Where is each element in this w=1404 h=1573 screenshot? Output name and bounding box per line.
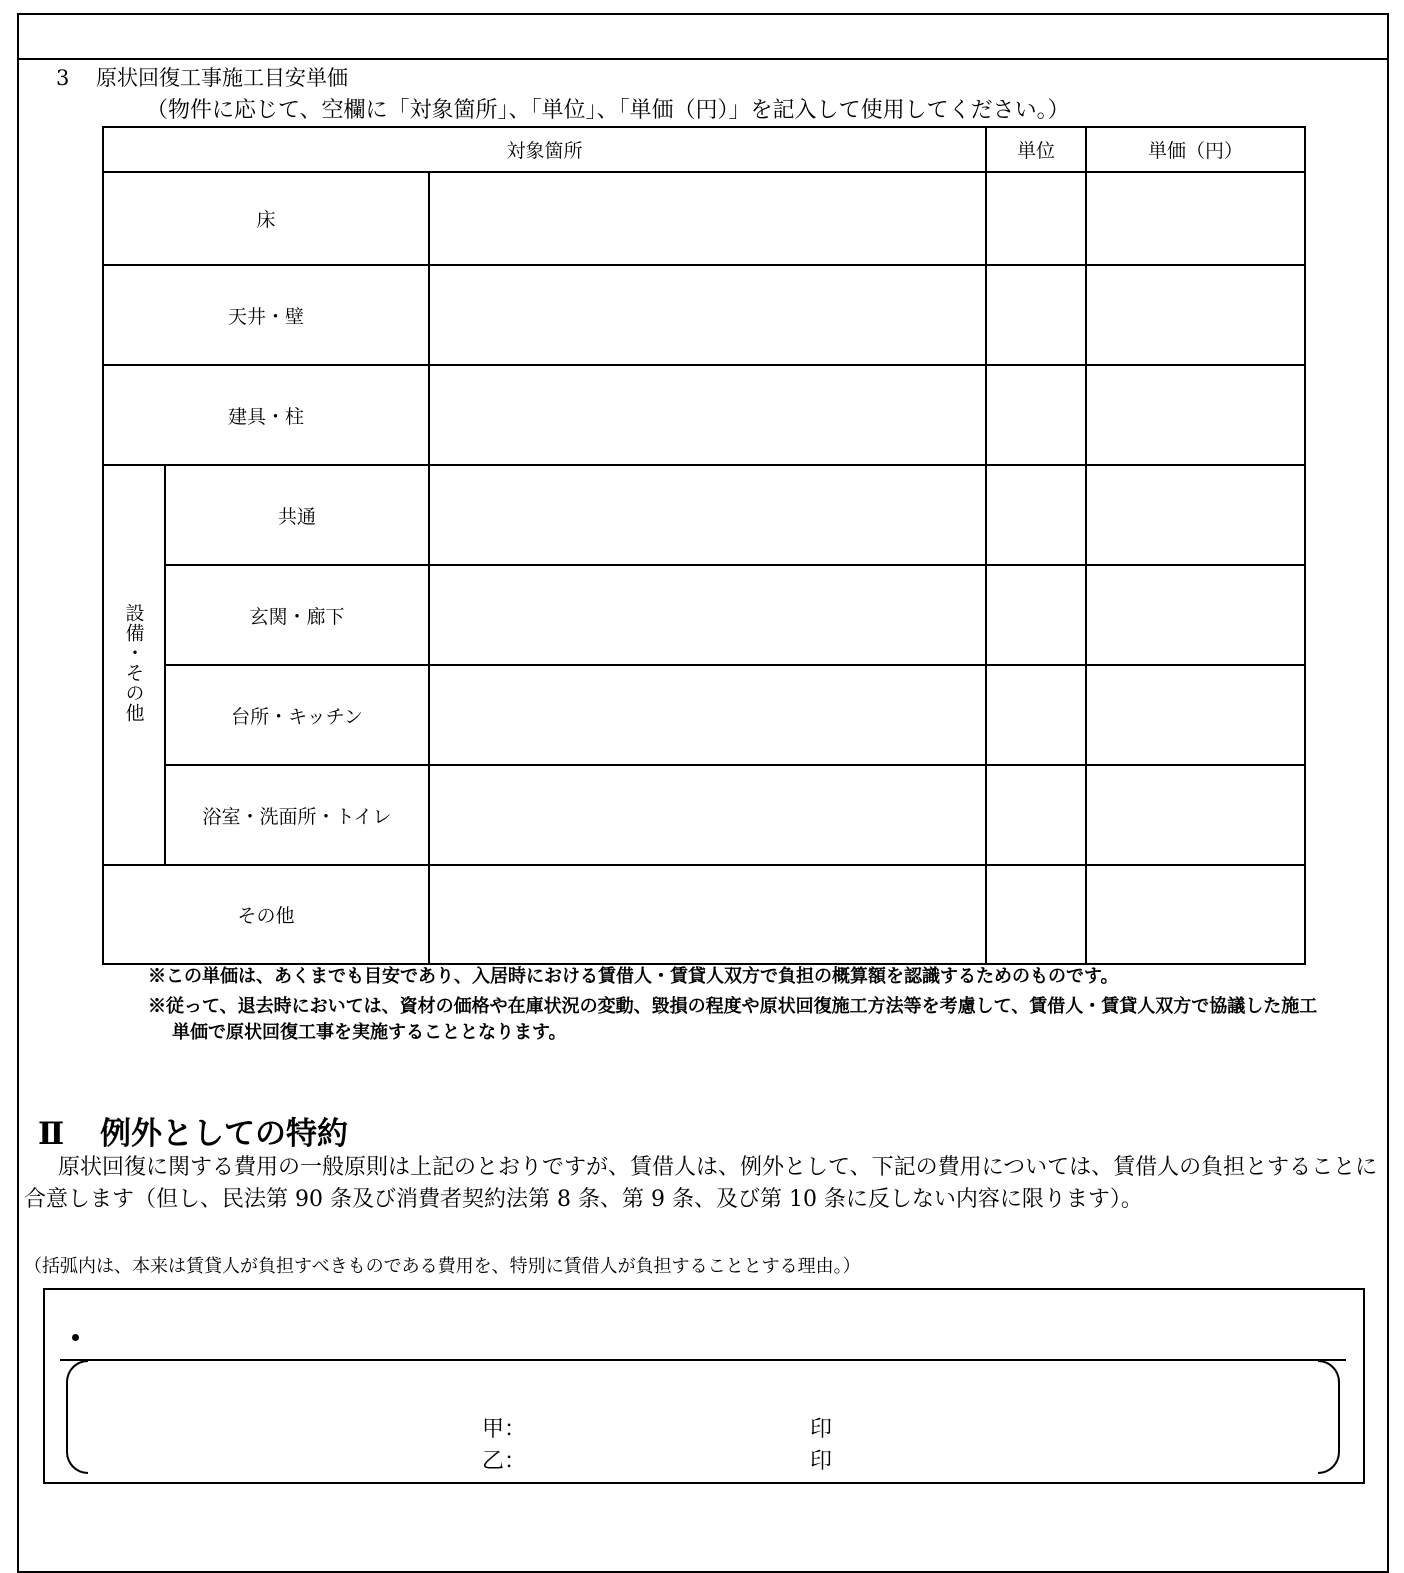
table-row	[103, 265, 1305, 365]
target-cell[interactable]	[429, 172, 986, 265]
price-cell[interactable]	[1086, 665, 1305, 765]
special-title: 例外としての特約	[100, 1116, 348, 1152]
right-bracket-icon	[1318, 1360, 1340, 1474]
table-header-row	[103, 127, 1305, 172]
price-cell[interactable]	[1086, 265, 1305, 365]
row-label-ceiling-wall: 天井・壁	[103, 265, 429, 365]
price-cell[interactable]	[1086, 365, 1305, 465]
note-move-out: ※従って、退去時においては、資材の価格や在庫状況の変動、毀損の程度や原状回復施工方法等を考慮して、賃借人・賃貸人双方で協議した施工単価で原状回復工事を実施することとなります。	[148, 996, 1318, 1043]
note-estimate: ※この単価は、あくまでも目安であり、入居時における賃借人・賃貸人双方で負担の概算額を認識するためのものです。	[148, 966, 1119, 987]
special-clause-body: 原状回復に関する費用の一般原則は上記のとおりですが、賃借人は、例外として、下記の費用については、賃借人の負担とすることに合意します（但し、民法第 90 条及び消費者契約法第 8 条、第 9 条、及び第 10 条に反しない内容に限ります）。	[24, 1155, 1378, 1212]
row-label-entrance-hall: 玄関・廊下	[165, 565, 429, 665]
unit-price-table	[102, 126, 1306, 965]
price-cell[interactable]	[1086, 465, 1305, 565]
row-label-floor: 床	[103, 172, 429, 265]
row-group-equipment	[103, 465, 165, 865]
target-cell[interactable]	[429, 665, 986, 765]
special-clause-box[interactable]	[43, 1288, 1365, 1484]
table-row	[103, 365, 1305, 465]
price-cell[interactable]	[1086, 765, 1305, 865]
section-title: 原状回復工事施工目安単価	[96, 66, 348, 90]
left-bracket-icon	[66, 1360, 88, 1474]
unit-cell[interactable]	[986, 465, 1086, 565]
section-heading	[56, 62, 348, 92]
row-label-common: 共通	[165, 465, 429, 565]
table-row	[103, 172, 1305, 265]
table-row	[103, 765, 1305, 865]
row-label-bath: 浴室・洗面所・トイレ	[165, 765, 429, 865]
target-cell[interactable]	[429, 565, 986, 665]
price-cell[interactable]	[1086, 865, 1305, 964]
party-b-label: 乙：	[482, 1449, 527, 1474]
section-instruction: （物件に応じて、空欄に「対象箇所」、「単位」、「単価（円）」を記入して使用してください。）	[146, 98, 1070, 123]
price-cell[interactable]	[1086, 565, 1305, 665]
table-row	[103, 465, 1305, 565]
target-cell[interactable]	[429, 365, 986, 465]
row-label-kitchen: 台所・キッチン	[165, 665, 429, 765]
target-cell[interactable]	[429, 265, 986, 365]
equipment-group-label: 設備・その他	[122, 602, 145, 723]
header-target: 対象箇所	[103, 127, 986, 172]
seal-mark-b: 印	[810, 1449, 833, 1474]
unit-cell[interactable]	[986, 172, 1086, 265]
table-notes	[148, 964, 1318, 1050]
row-label-fittings-pillar: 建具・柱	[103, 365, 429, 465]
table-row	[103, 865, 1305, 964]
target-cell[interactable]	[429, 465, 986, 565]
row-label-other: その他	[103, 865, 429, 964]
target-cell[interactable]	[429, 865, 986, 964]
header-unit: 単位	[986, 127, 1086, 172]
table-row	[103, 565, 1305, 665]
unit-cell[interactable]	[986, 265, 1086, 365]
unit-cell[interactable]	[986, 665, 1086, 765]
special-paren-note: （括弧内は、本来は賃貸人が負担すべきものである費用を、特別に賃借人が負担することとする理由。）	[24, 1256, 861, 1277]
price-cell[interactable]	[1086, 172, 1305, 265]
table-row	[103, 665, 1305, 765]
unit-cell[interactable]	[986, 765, 1086, 865]
target-cell[interactable]	[429, 765, 986, 865]
special-clause-heading	[38, 1108, 348, 1153]
unit-cell[interactable]	[986, 365, 1086, 465]
bullet-icon	[72, 1334, 79, 1341]
agreement-divider	[60, 1359, 1346, 1361]
header-divider	[17, 58, 1389, 60]
header-price: 単価（円）	[1086, 127, 1305, 172]
unit-cell[interactable]	[986, 865, 1086, 964]
section-number: 3	[56, 66, 70, 90]
seal-mark-a: 印	[810, 1417, 833, 1442]
unit-cell[interactable]	[986, 565, 1086, 665]
party-a-label: 甲：	[482, 1417, 527, 1442]
special-numeral: Ⅱ	[38, 1116, 65, 1152]
